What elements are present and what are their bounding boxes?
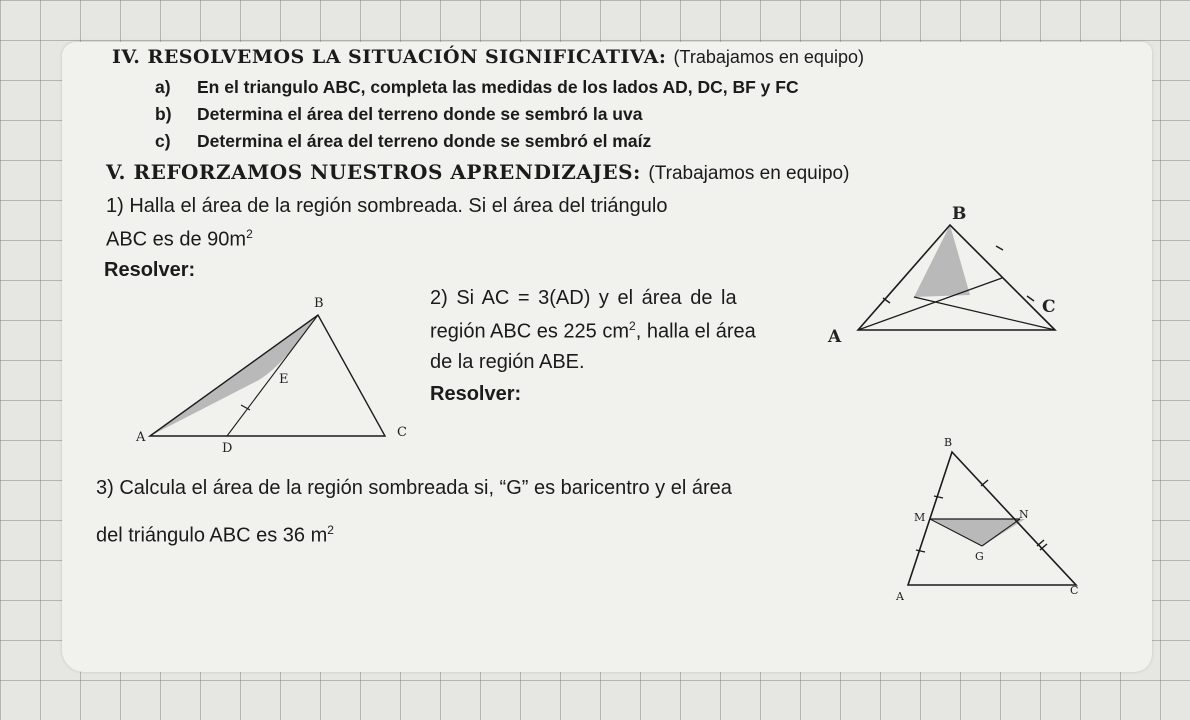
problem-3-shaded-region — [932, 519, 1025, 546]
vertex-label-d: D — [222, 441, 233, 456]
tick-mark — [996, 246, 1003, 250]
section-5-title: V. REFORZAMOS NUESTROS APRENDIZAJES: — [106, 160, 641, 184]
problem-3-exponent: 2 — [327, 523, 334, 537]
section-5-heading — [106, 160, 849, 185]
problem-2-prefix: región ABC es — [430, 320, 564, 343]
problem-3-area: 36 m — [282, 524, 328, 547]
vertex-label-a: A — [136, 430, 146, 445]
vertex-label-a: A — [828, 327, 842, 347]
tick-mark — [1037, 540, 1044, 546]
vertex-label-c: C — [1042, 297, 1056, 317]
section-5-note: (Trabajamos en equipo) — [648, 163, 850, 184]
vertex-label-n: N — [1019, 508, 1029, 521]
section-4-title: IV. RESOLVEMOS LA SITUACIÓN SIGNIFICATIVA: — [112, 46, 667, 68]
vertex-label-c: C — [1070, 584, 1079, 597]
problem-1-line-1: 1) Halla el área de la región sombreada. Si el área del triángulo — [106, 195, 668, 217]
problem-2-resolver: Resolver: — [430, 383, 522, 405]
section-4-item-b — [155, 104, 642, 125]
problem-2-line-1: 2) Si AC = 3(AD) y el área de la — [430, 287, 737, 309]
vertex-label-b: B — [314, 296, 324, 311]
tick-mark — [916, 550, 925, 552]
vertex-label-g: G — [975, 550, 984, 563]
problem-2-suffix: , halla el área — [635, 320, 756, 343]
problem-2-triangle-figure — [130, 290, 420, 460]
item-text: Determina el área del terreno donde se sembró la uva — [197, 104, 643, 124]
item-text: En el triangulo ABC, completa las medidas de los lados AD, DC, BF y FC — [197, 77, 799, 97]
cevian-line — [914, 297, 1055, 330]
problem-3-line-1: 3) Calcula el área de la región sombreada si, “G” es baricentro y el área — [96, 477, 732, 499]
item-letter: a) — [155, 77, 171, 97]
vertex-label-e: E — [279, 372, 289, 387]
problem-1-exponent: 2 — [246, 227, 253, 241]
problem-1-line-2 — [106, 227, 253, 252]
section-4-item-c — [155, 131, 651, 152]
item-text: Determina el área del terreno donde se sembró el maíz — [197, 131, 652, 151]
problem-2-line-2 — [430, 319, 756, 344]
problem-3-triangle-figure — [880, 430, 1100, 610]
vertex-label-a: A — [896, 590, 904, 603]
section-4-item-a — [155, 77, 799, 98]
problem-3-prefix: del triángulo ABC es — [96, 524, 283, 547]
problem-2-area: 225 cm — [563, 320, 630, 343]
problem-1-triangle-figure — [820, 200, 1070, 350]
problem-1-area: 90m — [207, 228, 247, 251]
tick-mark — [981, 480, 988, 486]
vertex-label-c: C — [397, 425, 407, 440]
problem-3-line-2 — [96, 523, 334, 548]
problem-1-resolver: Resolver: — [104, 259, 196, 281]
problem-2-line-3: de la región ABE. — [430, 351, 585, 373]
problem-2-exponent: 2 — [629, 319, 636, 333]
problem-1-prefix: ABC es de — [106, 228, 208, 251]
vertex-label-m: M — [914, 511, 926, 524]
tick-mark — [934, 496, 943, 498]
item-letter: b) — [155, 104, 172, 124]
section-4-heading — [112, 46, 864, 68]
section-4-note: (Trabajamos en equipo) — [673, 47, 864, 67]
vertex-label-b: B — [944, 436, 953, 449]
item-letter: c) — [155, 131, 171, 151]
tick-mark — [1027, 296, 1034, 301]
vertex-label-b: B — [952, 204, 967, 224]
